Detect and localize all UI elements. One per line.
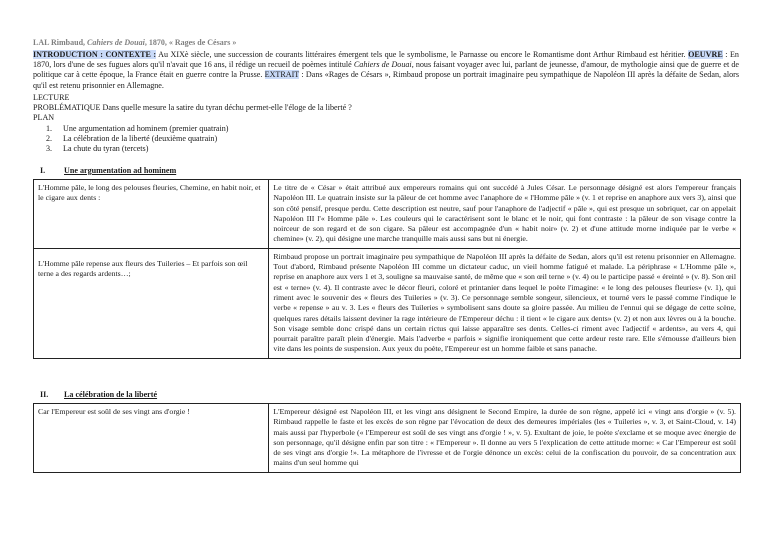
poem-quote-cell: Car l'Empereur est soûl de ses vingt ans d'orgie ! (34, 404, 269, 473)
section-title: Une argumentation ad hominem (64, 166, 177, 175)
title-prefix: LAL Rimbaud, (33, 38, 88, 47)
table-row (34, 404, 741, 473)
plan-item-number: 3. (46, 144, 53, 153)
plan-item (46, 144, 148, 154)
intro-text-4: : Dans «Rages de Césars », Rimbaud propose un portrait imaginaire peu sympathique de Napoléon III après la défaite de Sedan, alors qu'il est retenu prisonnier en Allemagne. (33, 70, 740, 90)
document-title (33, 38, 236, 47)
section-heading-2 (40, 390, 157, 399)
plan-label: PLAN (33, 113, 55, 122)
analysis-table-2 (33, 403, 741, 473)
intro-work-title: Cahiers de Douai (353, 60, 412, 70)
intro-text-1: Au XIXè siècle, une succession de courants littéraires émergent tels que le symbolisme, le Parnasse ou encore le Romantisme dont Arthur Rimbaud est héritier. (156, 50, 689, 59)
section-number: I. (40, 166, 46, 175)
plan-item-text: Une argumentation ad hominem (premier quatrain) (63, 124, 229, 133)
analysis-table-1 (33, 179, 741, 359)
plan-item-number: 2. (46, 134, 53, 143)
analysis-cell: Le titre de « César » était attribué aux empereurs romains qui ont succédé à Jules César. Le personnage désigné est alors l'empereur français Napoléon III. Le quatrain insiste sur la pâleur de cet homme avec l'anaphore de « l'Homme pâle » (v. 1 et reprise en anaphore aux vers 3), ainsi que son côté pensif, presque perdu. Cette description est neutre, sauf pour l'anaphore de l'adjectif « pâle », qui est presque un sobriquet, car on appelait Napoléon III l'« Homme pâle ». Les couleurs qui le caractérisent sont le blanc et le noir, qui font contraste : la pâleur de son visage contre la noirceur de son regard et de son cigare. Sa pâleur est accompagnée d'un « habit noir» (v. 2) et d'une attitude morne indiquée par le verbe « chemine» (v. 2), qui désigne une marche tranquille mais aussi sans but ni énergie. (269, 180, 741, 249)
intro-text-3: , nous faisant voyager avec lui, parlant de jeunesse, d'amour, de mythologie ainsi que de guerre et de politique car à cette époque, la France était en guerre contre la Prusse. (33, 60, 739, 80)
plan-item (46, 134, 217, 144)
poem-quote-cell: L'Homme pâle repense aux fleurs des Tuileries – Et parfois son œil terne a des regards ardents…; (34, 248, 269, 358)
introduction-paragraph (33, 50, 739, 91)
poem-quote-cell: L'Homme pâle, le long des pelouses fleuries, Chemine, en habit noir, et le cigare aux dents : (34, 180, 269, 249)
intro-text-2: : En 1870, lors d'une de ses fugues alors qu'il n'avait que 16 ans, il rédige un recueil de poèmes intitulé (33, 50, 739, 70)
title-work: Cahiers de Douai (87, 38, 145, 47)
oeuvre-label: OEUVRE (688, 50, 723, 59)
analysis-cell: L'Empereur désigné est Napoléon III, et les vingt ans désignent le Second Empire, la durée de son règne, appelé ici « vingt ans d'orgie » (v. 5). Rimbaud rappelle le faste et les excès de son règne par l'évocation de deux des demeures impériales (les « Tuileries », v. 3, et Saint-Cloud, v. 14) mais aussi par l'hyperbole (« l'Empereur est soûl de ses vingt ans d'orgie ! », v. 5). Exultant de joie, le poète s'exclame et se moque avec énergie de son personnage, qu'il désigne enfin par son titre : « l'Empereur ». Il donne au vers 5 l'explication de cette attitude morne: « Car l'Empereur est soûl de ses vingt ans d'orgie !». La métaphore de l'ivresse et de l'orgie dénonce un excès: celui de la confiscation du pouvoir, de sa concentration aux mains d'un seul homme qui (269, 404, 741, 473)
extrait-label: EXTRAIT (264, 70, 300, 80)
section-number: II. (40, 390, 49, 399)
title-suffix: , 1870, « Rages de Césars » (144, 38, 237, 47)
plan-item-text: La chute du tyran (tercets) (63, 144, 149, 153)
plan-item-text: La célébration de la liberté (deuxième quatrain) (63, 134, 218, 143)
section-title: La célébration de la liberté (64, 390, 158, 399)
intro-label: INTRODUCTION : CONTEXTE : (33, 50, 157, 59)
table-row (34, 180, 741, 249)
table-row (34, 248, 741, 358)
section-heading-1 (40, 166, 176, 175)
lecture-label: LECTURE (33, 93, 70, 102)
plan-item (46, 124, 229, 134)
problematique: PROBLÉMATIQUE Dans quelle mesure la satire du tyran déchu permet-elle l'éloge de la liberté ? (33, 103, 352, 112)
analysis-cell: Rimbaud propose un portrait imaginaire peu sympathique de Napoléon III après la défaite de Sedan, alors qu'il est retenu prisonnier en Allemagne. Tout d'abord, Rimbaud présente Napoléon III comme un dictateur caduc, un vieil homme fatigué et malade. La périphrase « L'Homme pâle », reprise en anaphore aux vers 1 et 3, souligne sa mauvaise santé, de même que « son œil terne » (v. 4) ou le participe passé « éreinté » (v. 8). Son œil est « terne» (v. 4). Il contraste avec le décor fleuri, coloré et printanier dans lequel le poète l'imagine: « le long des pelouses fleuries» (v. 1), qui riment avec le souvenir des « fleurs des Tuileries » (v. 3). Ce personnage semble songeur, silencieux, et tourné vers le passé comme l'indique le verbe « repense » au v. 3. Les « fleurs des Tuileries » symbolisent sans doute sa gloire passée. Au milieu de l'ennui qui se dégage de cette scène, quelques rares détails laissent deviner la rage intérieure de l'Empereur déchu : il tient « le cigare aux dents» (v. 2) et non aux lèvres ou à la bouche. Son visage semble donc crispé dans un certain rictus qui laisse apparaître ses dents. Celles-ci riment avec l'adjectif « ardents», au vers 4, qui pourrait paraître paraît plein d'énergie. Mais l'adverbe « parfois » signifie ironiquement que cette ardeur reste rare. Elle s'émousse d'ailleurs bien vite dans les points de suspension. Aux yeux du poète, l'Empereur est un homme faible et sans panache. (269, 248, 741, 358)
plan-item-number: 1. (46, 124, 53, 133)
